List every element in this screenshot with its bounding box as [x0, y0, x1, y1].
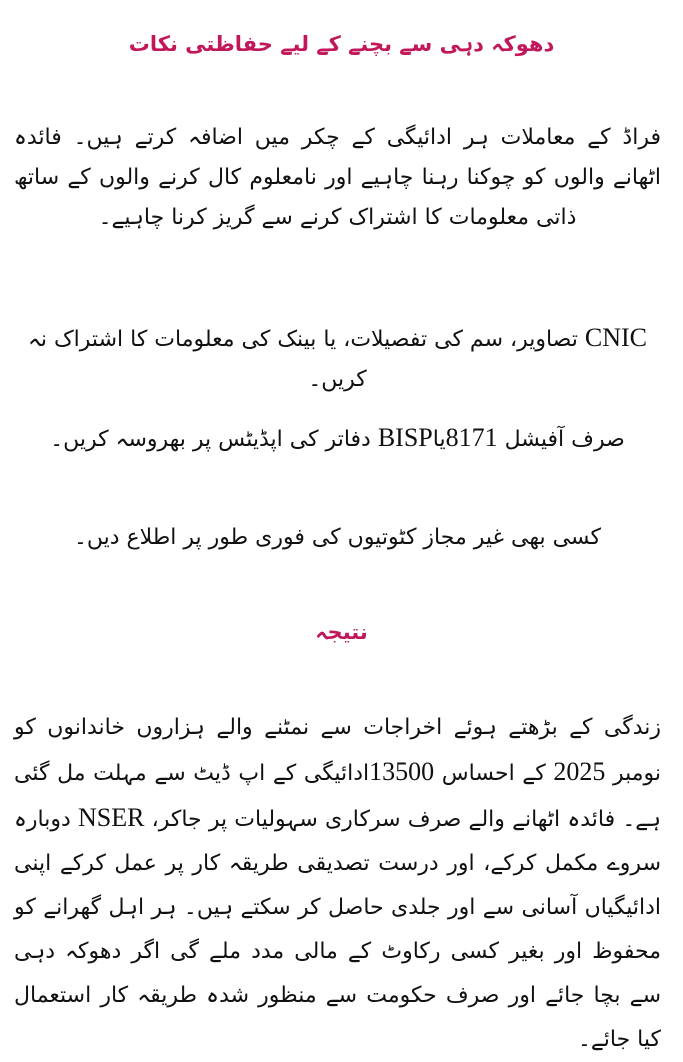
conclusion-heading-text: نتیجہ: [315, 620, 368, 644]
tip-cnic-code: CNIC: [584, 323, 648, 352]
tip-official-middle: یا: [432, 427, 446, 452]
safety-tips-heading-text: دھوکہ دہی سے بچنے کے لیے حفاظتی نکات: [128, 32, 555, 56]
tip-official-after: دفاتر کی اپڈیٹس پر بھروسہ کریں۔: [50, 427, 371, 452]
tip-cnic-text: تصاویر، سم کی تفصیلات، یا بینک کی معلومات کا اشتراک نہ کریں۔: [27, 327, 578, 392]
safety-tips-heading: [0, 30, 683, 58]
tip-official-before: صرف آفیشل: [504, 427, 625, 452]
conclusion-heading: [0, 618, 683, 646]
conclusion-year: 2025: [553, 757, 606, 786]
conclusion-part1: زندگی کے بڑھتے ہوئے اخراجات سے نمٹنے والے ہزاروں خاندانوں کو نومبر: [14, 715, 662, 786]
conclusion-part3: ادائیگی کے اپ ڈیٹ سے مہلت مل گئی ہے۔ فائدہ اٹھانے والے صرف سرکاری سہولیات پر جاکر،: [14, 761, 662, 832]
tip-official-offices: [14, 418, 661, 460]
tip-report-deductions: کسی بھی غیر مجاز کٹوتیوں کی فوری طور پر اطلاع دیں۔: [73, 525, 602, 550]
tip-official-code-8171: 8171: [445, 423, 498, 452]
tip-official-code-bisp: BISP: [377, 423, 433, 452]
conclusion-amount: 13500: [369, 757, 435, 786]
conclusion-part2: کے احساس: [441, 761, 546, 786]
conclusion-part4: دوبارہ سروے مکمل کرکے، اور درست تصدیقی طریقہ کار پر عمل کرکے اپنی ادائیگیاں آسانی سے اور جلدی حاصل کر سکتے ہیں۔ ہر اہل گھرانے کو محفوظ اور بغیر کسی رکاوٹ کے مالی مدد ملے گی اگر دھوکہ دہی سے بچا جائے اور صرف حکومت سے منظور شدہ طریقہ کار استعمال کیا جائے۔: [14, 807, 661, 1052]
intro-paragraph: فراڈ کے معاملات ہر ادائیگی کے چکر میں اضافہ کرتے ہیں۔ فائدہ اٹھانے والوں کو چوکنا رہنا چاہیے اور نامعلوم کال کرنے والوں کے ساتھ ذاتی معلومات کا اشتراک کرنے سے گریز کرنا چاہیے۔: [14, 125, 661, 230]
conclusion-paragraph: [14, 706, 661, 1062]
tip-cnic: [14, 318, 661, 400]
conclusion-nser: NSER: [77, 803, 145, 832]
